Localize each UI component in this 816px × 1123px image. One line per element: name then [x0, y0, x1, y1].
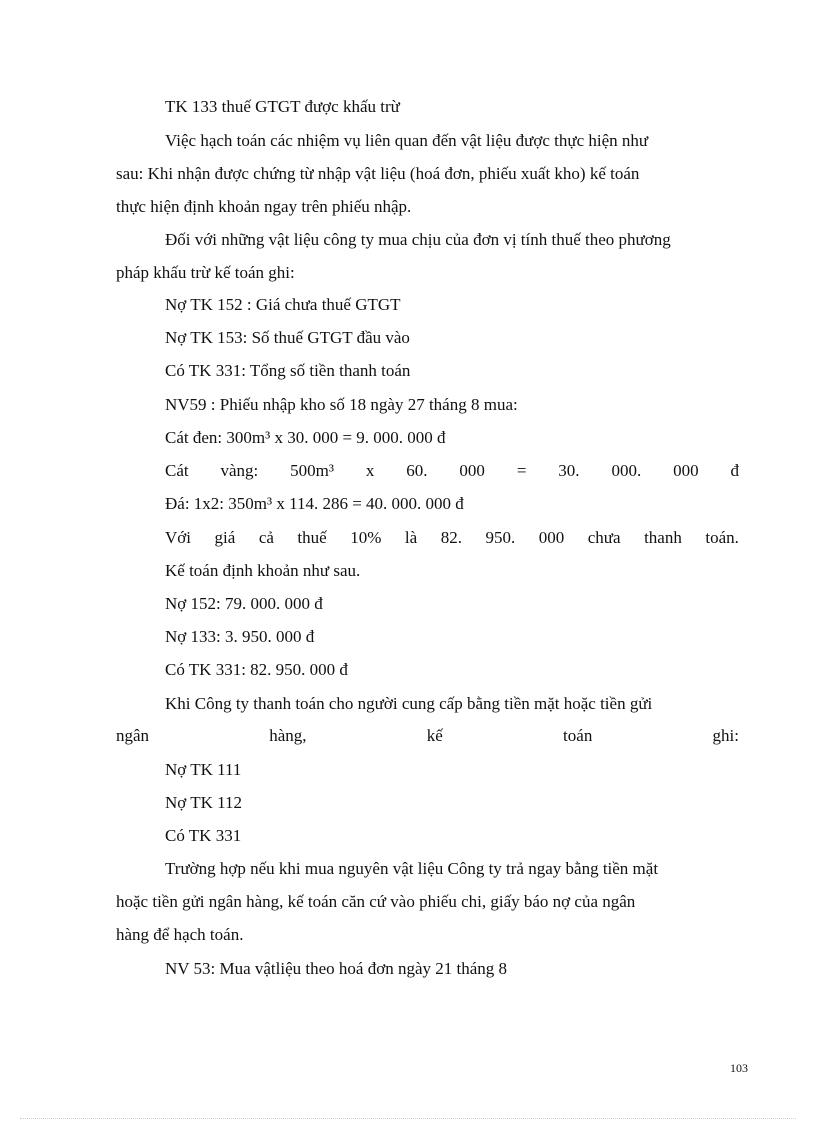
text-line: Đá: 1x2: 350m³ x 114. 286 = 40. 000. 000 đ [165, 494, 464, 513]
text-line: Nợ TK 111 [165, 760, 242, 779]
text-line: pháp khấu trừ kế toán ghi: [116, 263, 295, 282]
word: ghi: [712, 726, 739, 745]
word: thanh [644, 528, 682, 547]
text-line: NV 53: Mua vậtliệu theo hoá đơn ngày 21 tháng 8 [165, 959, 508, 978]
word: cả [258, 528, 274, 547]
word: đ [730, 461, 739, 480]
text-line: sau: Khi nhận được chứng từ nhập vật liệu (hoá đơn, phiếu xuất kho) kế toán [116, 164, 640, 183]
text-line: hoặc tiền gửi ngân hàng, kế toán căn cứ vào phiếu chi, giấy báo nợ của ngân [116, 892, 636, 911]
text-line: Có TK 331 [165, 826, 242, 845]
word: 000 [538, 528, 565, 547]
word: 82. [440, 528, 462, 547]
text-line: Khi Công ty thanh toán cho người cung cấp bằng tiền mặt hoặc tiền gửi [165, 694, 653, 713]
text-line: TK 133 thuế GTGT được khấu trừ [165, 97, 400, 116]
text-line: Cát đen: 300m³ x 30. 000 = 9. 000. 000 đ [165, 428, 446, 447]
text-line: hàng để hạch toán. [116, 925, 244, 944]
word: giá [214, 528, 236, 547]
word: thuế [297, 528, 327, 547]
word: 000. [611, 461, 642, 480]
word: chưa [587, 528, 621, 547]
word: 500m³ [290, 461, 334, 480]
word: Với [165, 528, 191, 547]
word: 10% [350, 528, 382, 547]
word: ngân [116, 726, 150, 745]
word: 000 [673, 461, 699, 480]
page-bottom-divider [20, 1118, 796, 1119]
text-line: Có TK 331: Tổng số tiền thanh toán [165, 361, 411, 380]
word: toán [563, 726, 593, 745]
text-line: Có TK 331: 82. 950. 000 đ [165, 660, 348, 679]
text-line: NV59 : Phiếu nhập kho số 18 ngày 27 tháng 8 mua: [165, 395, 518, 414]
word: 950. [485, 528, 516, 547]
text-line: Nợ TK 153: Số thuế GTGT đầu vào [165, 328, 410, 347]
text-line-justified [165, 459, 739, 483]
text-line: thực hiện định khoản ngay trên phiếu nhập. [116, 197, 412, 216]
word: 60. [406, 461, 428, 480]
page-number: 103 [730, 1061, 748, 1075]
word: hàng, [269, 726, 307, 745]
word: là [404, 528, 418, 547]
text-line: Trường hợp nếu khi mua nguyên vật liệu Công ty trả ngay bằng tiền mặt [165, 859, 659, 878]
text-line: Việc hạch toán các nhiệm vụ liên quan đến vật liệu được thực hiện như [165, 131, 649, 150]
word: Cát [165, 461, 189, 480]
text-line: Kế toán định khoản như sau. [165, 561, 361, 580]
text-line: Đối với những vật liệu công ty mua chịu của đơn vị tính thuế theo phương [165, 230, 671, 249]
word: x [365, 461, 375, 480]
text-line: Nợ TK 152 : Giá chưa thuế GTGT [165, 295, 401, 314]
word: 000 [459, 461, 485, 480]
text-line-justified [116, 724, 739, 748]
word: 30. [558, 461, 580, 480]
text-line: Nợ 152: 79. 000. 000 đ [165, 594, 323, 613]
word: toán. [705, 528, 739, 547]
text-line: Nợ 133: 3. 950. 000 đ [165, 627, 315, 646]
word: kế [426, 726, 443, 745]
word: vàng: [220, 461, 259, 480]
text-line-justified [165, 526, 739, 550]
text-line: Nợ TK 112 [165, 793, 242, 812]
word: = [516, 461, 527, 480]
